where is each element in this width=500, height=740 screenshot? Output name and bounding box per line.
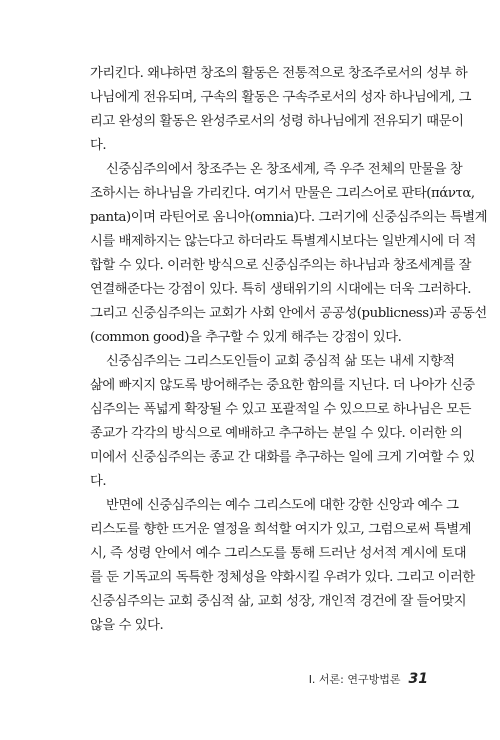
text-line: 다. [90, 138, 107, 153]
text-line: panta)이며 라틴어로 옴니아(omnia)다. 그러기에 신중심주의는 특별계 [90, 210, 488, 225]
text-line: 리스도를 향한 뜨거운 열정을 희석할 여지가 있고, 그럼으로써 특별계 [90, 522, 472, 537]
text-line: 조하시는 하나님을 가리킨다. 여기서 만물은 그리스어로 판타(πάντα, [90, 186, 475, 201]
text-line: 합할 수 있다. 이러한 방식으로 신중심주의는 하나님과 창조세계를 잘 [90, 258, 472, 273]
text-line: 삶에 빠지지 않도록 방어해주는 중요한 함의를 지닌다. 더 나아가 신중 [90, 378, 475, 393]
page-footer [309, 671, 428, 687]
text-line: 다. [90, 474, 107, 489]
text-line: 시를 배제하지는 않는다고 하더라도 특별계시보다는 일반계시에 더 적 [90, 234, 476, 249]
text-line: 미에서 신중심주의는 종교 간 대화를 추구하는 일에 크게 기여할 수 있 [90, 450, 475, 465]
text-line: (common good)을 추구할 수 있게 해주는 강점이 있다. [90, 330, 402, 345]
running-section-title: I. 서론: 연구방법론 [308, 673, 401, 686]
text-line: 심주의는 폭넓게 확장될 수 있고 포괄적일 수 있으므로 하나님은 모든 [90, 402, 472, 417]
text-line: 나님에게 전유되며, 구속의 활동은 구속주로서의 성자 하나님에게, 그 [90, 90, 472, 105]
text-line: 반면에 신중심주의는 예수 그리스도에 대한 강한 신앙과 예수 그 [106, 498, 459, 513]
text-line: 가리킨다. 왜냐하면 창조의 활동은 전통적으로 창조주로서의 성부 하 [90, 66, 468, 81]
text-line: 신중심주의는 그리스도인들이 교회 중심적 삶 또는 내세 지향적 [106, 354, 455, 369]
text-line: 신중심주의는 교회 중심적 삶, 교회 성장, 개인적 경건에 잘 들어맞지 [90, 594, 467, 609]
text-line: 리고 완성의 활동은 완성주로서의 성령 하나님에게 전유되기 때문이 [90, 114, 464, 129]
text-line: 연결해준다는 강점이 있다. 특히 생태위기의 시대에는 더욱 그러하다. [90, 282, 472, 297]
page-number: 31 [408, 671, 428, 687]
text-line: 시, 즉 성령 안에서 예수 그리스도를 통해 드러난 성서적 계시에 토대 [90, 546, 467, 561]
text-line: 신중심주의에서 창조주는 온 창조세계, 즉 우주 전체의 만물을 창 [106, 162, 463, 177]
text-line: 를 둔 기독교의 독특한 정체성을 약화시킬 우려가 있다. 그리고 이러한 [90, 570, 475, 585]
text-line: 않을 수 있다. [90, 618, 164, 633]
text-line: 그리고 신중심주의는 교회가 사회 안에서 공공성(publicness)과 공동선 [90, 306, 487, 321]
text-line: 종교가 각각의 방식으로 예배하고 추구하는 분일 수 있다. 이러한 의 [90, 426, 463, 441]
